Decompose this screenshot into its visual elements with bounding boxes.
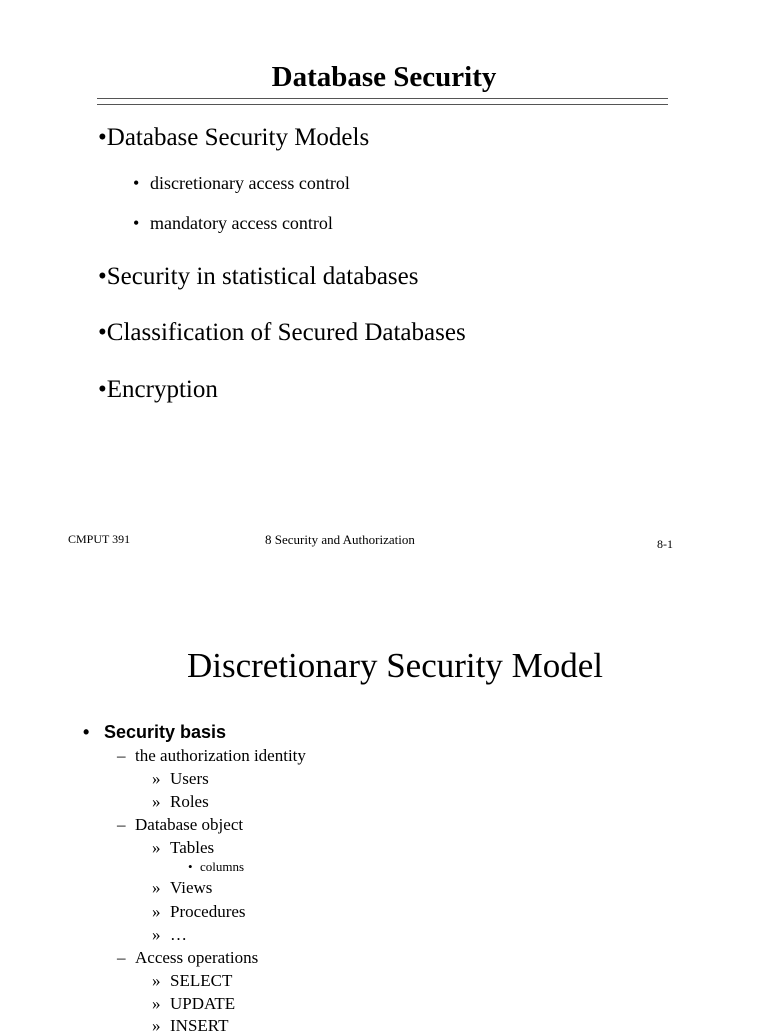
- slide2-title: Discretionary Security Model: [186, 646, 603, 685]
- item-procedures: [152, 902, 246, 922]
- sub-bullet-marker: •: [133, 173, 140, 193]
- bullet-marker: •: [98, 376, 107, 403]
- item-update: [152, 994, 235, 1014]
- item-text: Users: [170, 769, 209, 788]
- heading-text: Security basis: [104, 722, 227, 742]
- level3-marker: »: [152, 838, 161, 857]
- item-insert: [152, 1016, 228, 1036]
- item-tables: [152, 838, 214, 858]
- item-text: Tables: [170, 838, 215, 857]
- level3-marker: »: [152, 769, 161, 788]
- bullet-text: Encryption: [106, 376, 218, 403]
- item-text: Access operations: [135, 948, 259, 967]
- item-text: UPDATE: [170, 994, 236, 1013]
- bullet-classification: [98, 318, 466, 348]
- item-text: Database object: [135, 815, 244, 834]
- sub-bullet-mandatory: [133, 212, 333, 234]
- bullet-statistical-databases: [98, 262, 418, 292]
- item-text: Views: [170, 878, 213, 897]
- item-roles: [152, 792, 209, 812]
- footer-page-number: 8-1: [657, 537, 673, 551]
- sub-bullet-marker: •: [133, 213, 140, 233]
- bullet-text: Classification of Secured Databases: [106, 319, 466, 346]
- item-text: INSERT: [170, 1016, 229, 1035]
- level2-marker: –: [117, 948, 126, 967]
- level2-marker: –: [117, 815, 126, 834]
- bullet-text: Security in statistical databases: [106, 263, 419, 290]
- bullet-database-security-models: [98, 123, 369, 153]
- footer-course: CMPUT 391: [68, 532, 131, 546]
- bullet-marker: •: [98, 263, 107, 290]
- item-text: …: [170, 925, 187, 944]
- level3-marker: »: [152, 792, 161, 811]
- level2-marker: –: [117, 746, 126, 765]
- sub-bullet-text: mandatory access control: [150, 213, 333, 233]
- level3-marker: »: [152, 1016, 161, 1035]
- item-views: [152, 878, 212, 898]
- item-text: Roles: [170, 792, 209, 811]
- title-rule-top: [97, 98, 668, 99]
- footer-chapter: 8 Security and Authorization: [265, 532, 415, 547]
- item-ellipsis: [152, 925, 187, 945]
- level3-marker: »: [152, 925, 161, 944]
- bullet-marker: •: [98, 124, 107, 151]
- item-columns: [188, 859, 244, 875]
- level4-marker: •: [188, 859, 193, 874]
- heading-security-basis: [83, 721, 226, 743]
- item-text: SELECT: [170, 971, 233, 990]
- level3-marker: »: [152, 994, 161, 1013]
- item-authorization-identity: [117, 746, 306, 766]
- item-access-operations: [117, 948, 258, 968]
- level3-marker: »: [152, 971, 161, 990]
- level3-marker: »: [152, 902, 161, 921]
- bullet-encryption: [98, 375, 218, 405]
- item-users: [152, 769, 209, 789]
- bullet-marker: •: [98, 319, 107, 346]
- item-text: columns: [200, 859, 245, 874]
- item-text: Procedures: [170, 902, 246, 921]
- item-text: the authorization identity: [135, 746, 306, 765]
- level3-marker: »: [152, 878, 161, 897]
- level1-marker: •: [83, 722, 90, 742]
- bullet-text: Database Security Models: [106, 124, 370, 151]
- slide1-title: Database Security: [271, 61, 497, 93]
- item-select: [152, 971, 232, 991]
- title-rule-bottom: [97, 104, 668, 105]
- item-database-object: [117, 815, 243, 835]
- sub-bullet-discretionary: [133, 172, 350, 194]
- sub-bullet-text: discretionary access control: [150, 173, 350, 193]
